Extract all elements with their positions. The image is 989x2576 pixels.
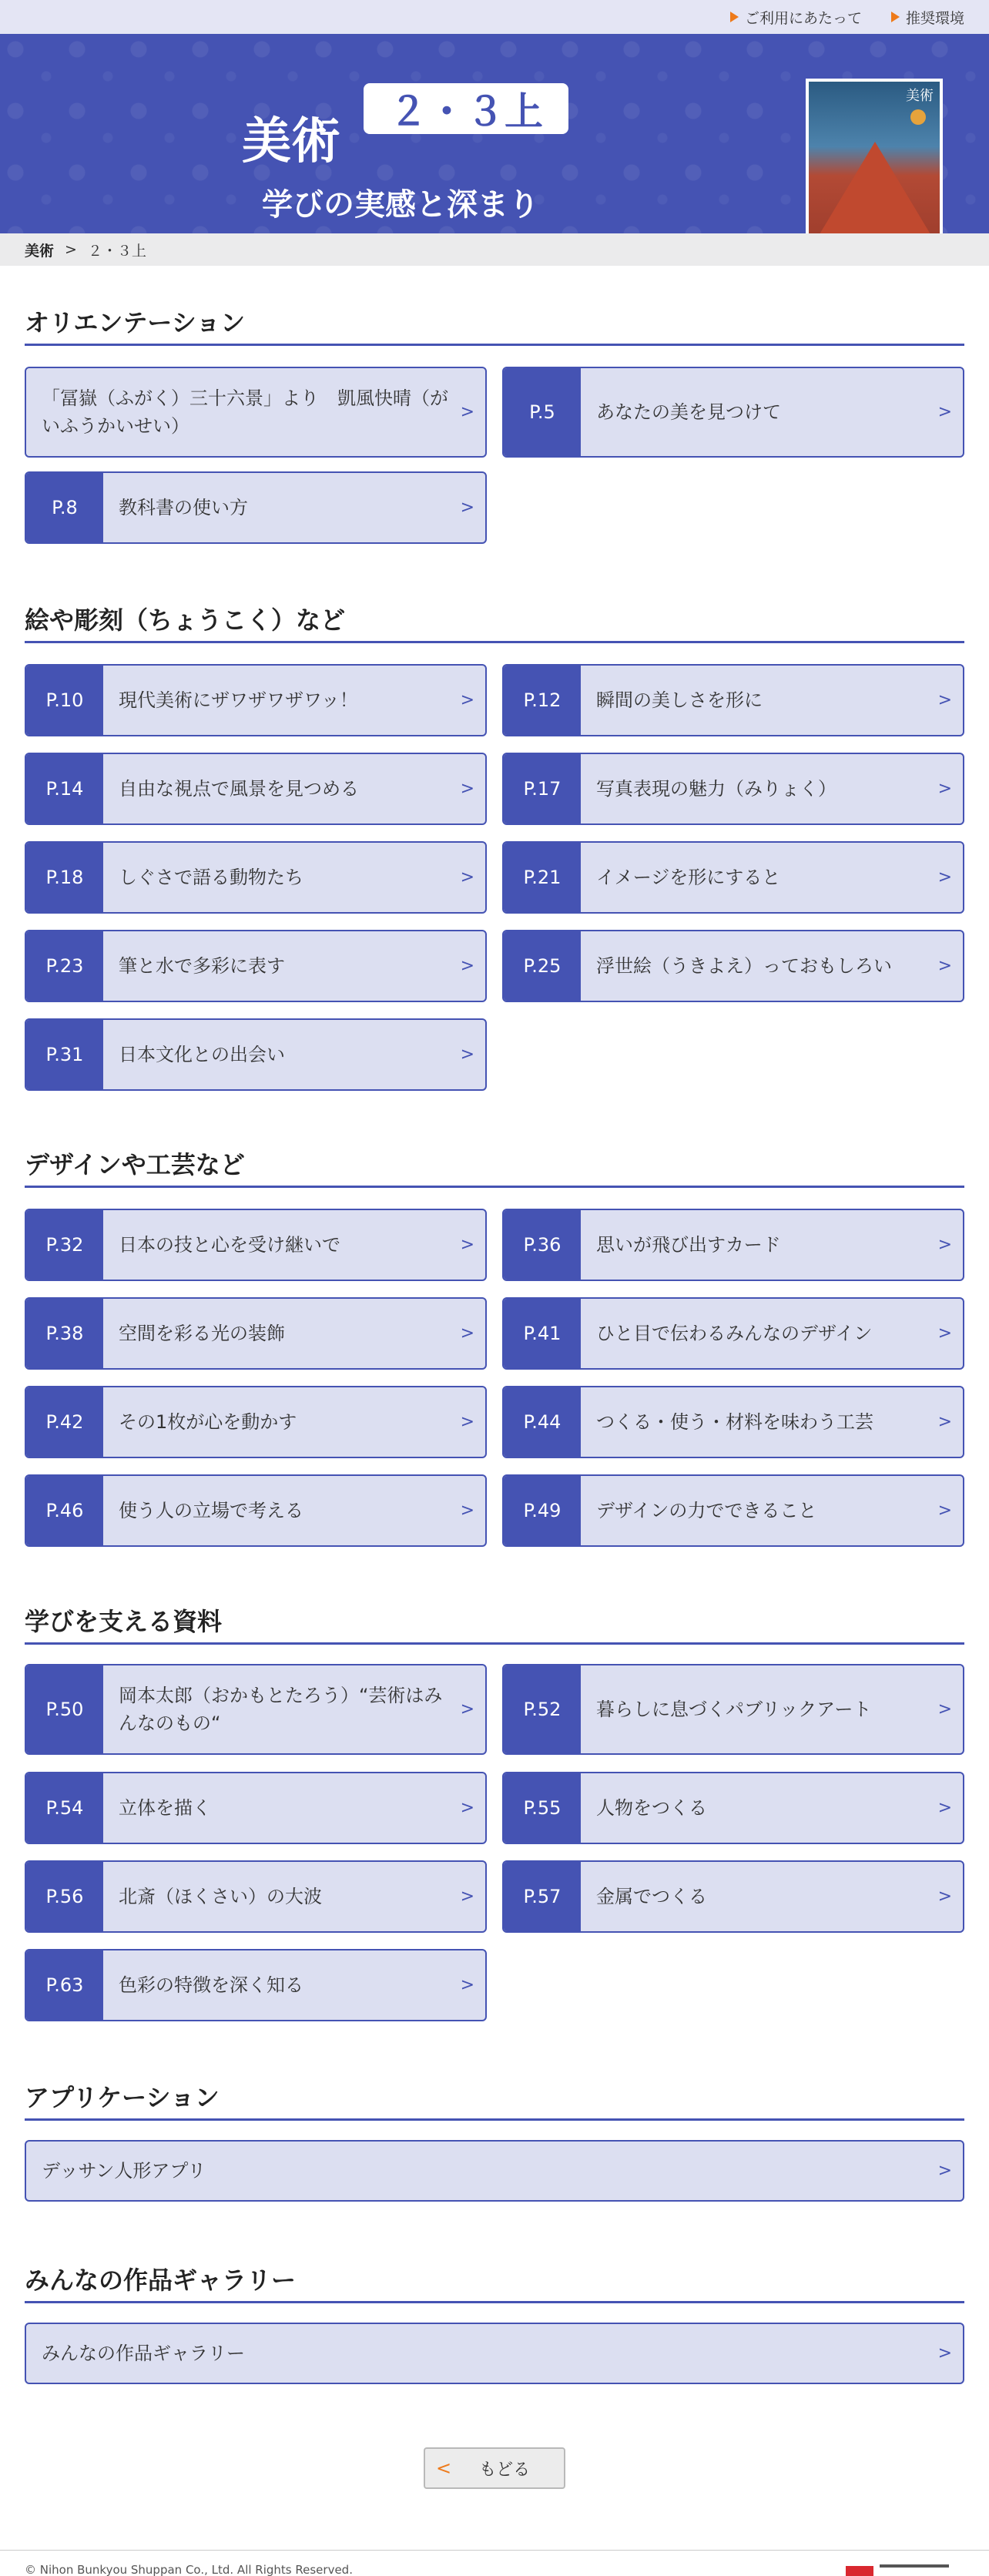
card-label: 暮らしに息づくパブリックアート [596,1699,872,1720]
book-subtitle: 学びの実感と深まり [262,187,539,223]
chevron-right-icon: > [460,1323,474,1343]
content-link-card[interactable] [25,664,487,736]
environment-link[interactable] [891,7,964,28]
chevron-right-icon: > [937,1798,952,1818]
page-number: P.14 [26,754,103,823]
card-label: 瞬間の美しさを形に [596,689,763,711]
card-label: デッサン人形アプリ [42,2160,206,2182]
content-link-card[interactable] [502,1209,964,1281]
content-link-card[interactable] [25,1860,487,1933]
mountain-icon [820,142,930,233]
card-label: 思いが飛び出すカード [596,1234,781,1256]
content-link-card[interactable] [502,367,964,458]
content-link-card[interactable] [25,1209,487,1281]
section-painting-sculpture [25,601,964,1065]
page-number: P.12 [504,666,581,735]
section-title: アプリケーション [25,2078,964,2121]
content-link-card[interactable] [502,1297,964,1370]
card-label: デザインの力でできること [596,1500,817,1521]
page-number: P.55 [504,1773,581,1843]
card-label: 浮世絵（うきよえ）っておもしろい [596,955,892,977]
card-label: 人物をつくる [596,1797,707,1819]
content-link-card[interactable] [502,930,964,1002]
chevron-right-icon: > [460,779,474,799]
section-orientation [25,304,964,518]
content-link-card[interactable] [502,1860,964,1933]
page-number: P.52 [504,1665,581,1753]
content-link-card[interactable] [502,1474,964,1547]
footer [0,2550,989,2576]
page-number: P.8 [26,473,103,542]
content-link-card[interactable] [502,664,964,736]
publisher-logo-text [880,2564,949,2568]
content-link-card[interactable] [502,1386,964,1458]
card-label: つくる・使う・材料を味わう工芸 [596,1411,873,1433]
chevron-right-icon: > [937,402,952,422]
chevron-right-icon: > [937,2161,952,2181]
subject-title: 美術 [242,113,340,170]
page-number: P.31 [26,1020,103,1089]
chevron-right-icon: > [937,2343,952,2363]
chevron-right-icon: > [460,1235,474,1255]
page-number: P.44 [504,1387,581,1457]
chevron-right-icon: > [937,1412,952,1432]
card-label: みんなの作品ギャラリー [42,2343,245,2364]
card-label: 筆と水で多彩に表す [119,955,285,977]
chevron-right-icon: > [937,956,952,976]
page-number: P.36 [504,1210,581,1280]
content-link-card[interactable] [25,1772,487,1844]
chevron-right-icon: > [460,690,474,710]
chevron-right-icon: > [460,1501,474,1521]
card-label: 日本の技と心を受け継いで [119,1234,340,1256]
book-cover-title: 美術 [906,88,934,104]
environment-link-label: 推奨環境 [905,9,964,27]
card-label: 岡本太郎（おかもとたろう）“芸術はみんなのもの“ [119,1685,443,1734]
content-link-card[interactable] [25,1949,487,2021]
chevron-right-icon: > [937,779,952,799]
page-number: P.5 [504,368,581,456]
card-label: 「冨嶽（ふがく）三十六景」より 凱風快晴（がいふうかいせい） [42,387,448,437]
card-label: 写真表現の魅力（みりょく） [596,778,836,800]
card-label: イメージを形にすると [596,867,781,888]
content-link-card[interactable] [25,1386,487,1458]
textbook-cover-image [806,79,943,233]
chevron-right-icon: > [937,1699,952,1719]
top-bar [0,0,989,34]
chevron-right-icon: > [937,867,952,887]
card-label: 金属でつくる [596,1886,707,1907]
card-label: 空間を彩る光の装飾 [119,1323,285,1344]
card-label: 使う人の立場で考える [119,1500,303,1521]
card-label: 日本文化との出会い [119,1044,285,1065]
triangle-right-icon [891,12,900,22]
chevron-right-icon: > [937,1235,952,1255]
terms-link-label: ご利用にあたって [744,9,862,27]
chevron-right-icon: > [460,1975,474,1995]
chevron-right-icon: > [937,690,952,710]
breadcrumb-separator: > [65,241,77,258]
chevron-right-icon: > [937,1887,952,1907]
content-link-card[interactable] [502,1772,964,1844]
page-number: P.50 [26,1665,103,1753]
publisher-logo [846,2566,873,2576]
breadcrumb [0,233,989,266]
section-design-crafts [25,1145,964,1521]
card-label: 自由な視点で風景を見つめる [119,778,359,800]
content-link-card[interactable] [25,930,487,1002]
chevron-right-icon: > [460,498,474,518]
card-label: その1枚が心を動かす [119,1411,297,1433]
page-number: P.17 [504,754,581,823]
page-number: P.38 [26,1299,103,1368]
page-number: P.23 [26,931,103,1001]
page-number: P.42 [26,1387,103,1457]
content-link-card[interactable] [25,1018,487,1091]
content-link-card[interactable] [25,1664,487,1755]
content-link-card[interactable] [502,841,964,914]
chevron-right-icon: > [460,1699,474,1719]
gallery-link-card[interactable] [25,2323,964,2384]
page-number: P.46 [26,1476,103,1545]
chevron-right-icon: > [937,1501,952,1521]
content-link-card[interactable] [25,1297,487,1370]
chevron-right-icon: > [460,956,474,976]
page-number: P.25 [504,931,581,1001]
copyright-text: © Nihon Bunkyou Shuppan Co., Ltd. All Rights Reserved. [25,2563,353,2576]
card-label: 現代美術にザワザワザワッ！ [119,689,358,711]
page-number: P.49 [504,1476,581,1545]
content-link-card[interactable] [25,471,487,544]
page-number: P.41 [504,1299,581,1368]
app-link-card[interactable] [25,2140,964,2202]
section-reference-materials [25,1602,964,1996]
card-label: あなたの美を見つけて [596,401,781,423]
page-number: P.57 [504,1862,581,1931]
page-number: P.18 [26,843,103,912]
chevron-left-icon: < [436,2457,452,2479]
content-link-card[interactable] [25,367,487,458]
card-label: 教科書の使い方 [119,497,248,518]
chevron-right-icon: > [460,1412,474,1432]
chevron-right-icon: > [460,867,474,887]
chevron-right-icon: > [460,1798,474,1818]
section-title: 絵や彫刻（ちょうこく）など [25,601,964,643]
header-banner [0,34,989,233]
terms-link[interactable] [730,7,862,28]
page-number: P.21 [504,843,581,912]
section-applications [25,2078,964,2182]
section-title: 学びを支える資料 [25,1602,964,1645]
content-link-card[interactable] [25,1474,487,1547]
content-link-card[interactable] [502,753,964,825]
section-title: デザインや工芸など [25,1145,964,1188]
triangle-right-icon [730,12,739,22]
content-link-card[interactable] [502,1664,964,1755]
card-label: 色彩の特徴を深く知る [119,1974,303,1996]
card-label: しぐさで語る動物たち [119,867,303,888]
page-number: P.63 [26,1950,103,2020]
grade-badge: ２・３上 [364,83,568,134]
card-label: ひと目で伝わるみんなのデザイン [596,1323,873,1344]
page-number: P.54 [26,1773,103,1843]
breadcrumb-current: ２・３上 [87,242,146,260]
content-link-card[interactable] [25,841,487,914]
back-button[interactable] [424,2447,565,2489]
breadcrumb-home[interactable]: 美術 [25,242,55,260]
section-gallery [25,2261,964,2364]
page-number: P.56 [26,1862,103,1931]
card-label: 北斎（ほくさい）の大波 [119,1886,322,1907]
page-number: P.32 [26,1210,103,1280]
content-link-card[interactable] [25,753,487,825]
sun-icon [910,109,926,125]
chevron-right-icon: > [937,1323,952,1343]
chevron-right-icon: > [460,402,474,422]
section-title: オリエンテーション [25,304,964,346]
section-title: みんなの作品ギャラリー [25,2261,964,2303]
page-number: P.10 [26,666,103,735]
chevron-right-icon: > [460,1045,474,1065]
chevron-right-icon: > [460,1887,474,1907]
back-button-label: もどる [479,2460,531,2480]
card-label: 立体を描く [119,1797,211,1819]
